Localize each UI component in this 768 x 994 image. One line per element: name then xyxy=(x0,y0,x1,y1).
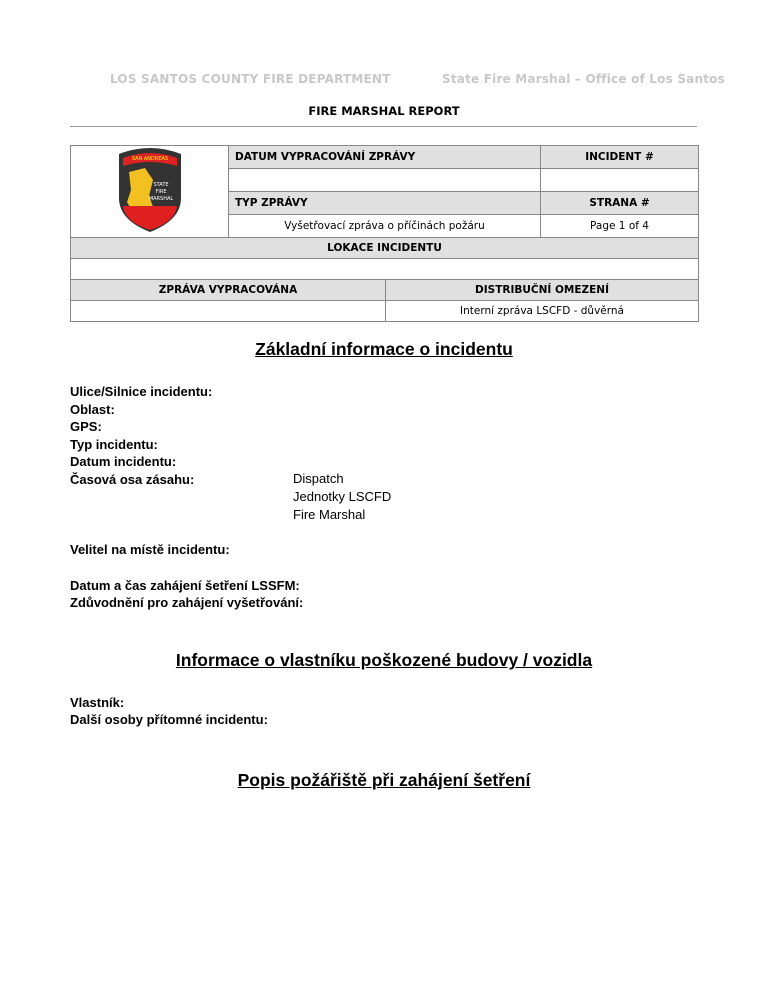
date-value[interactable] xyxy=(229,169,541,192)
location-label: LOKACE INCIDENTU xyxy=(71,238,699,259)
page-value: Page 1 of 4 xyxy=(541,215,699,238)
section-title-owner: Informace o vlastníku poškozené budovy / vozidla xyxy=(175,650,593,670)
field-incident-type: Typ incidentu: xyxy=(70,436,158,452)
prepared-value[interactable] xyxy=(71,301,386,322)
incident-value[interactable] xyxy=(541,169,699,192)
header-department: LOS SANTOS COUNTY FIRE DEPARTMENT xyxy=(110,72,391,86)
field-gps: GPS: xyxy=(70,419,102,434)
timeline-list xyxy=(293,470,391,524)
page-label: STRANA # xyxy=(541,192,699,215)
divider xyxy=(70,126,697,127)
type-label: TYP ZPRÁVY xyxy=(229,192,541,215)
report-info-table xyxy=(70,145,699,322)
field-timeline: Časová osa zásahu: xyxy=(70,471,195,487)
badge-logo-icon xyxy=(115,146,185,234)
field-owner: Vlastník: xyxy=(70,695,125,710)
timeline-item: Jednotky LSCFD xyxy=(293,489,392,504)
report-title: FIRE MARSHAL REPORT xyxy=(308,104,460,118)
distribution-value: Interní zpráva LSCFD - důvěrná xyxy=(386,301,699,322)
field-street: Ulice/Silnice incidentu: xyxy=(70,384,213,399)
field-investigation-reason: Zdůvodnění pro zahájení vyšetřování: xyxy=(70,595,304,610)
field-commander: Velitel na místě incidentu: xyxy=(70,542,230,557)
date-label: DATUM VYPRACOVÁNÍ ZPRÁVY xyxy=(229,146,541,169)
section-title-scene: Popis požářiště při zahájení šetření xyxy=(237,770,531,790)
badge-text: SAN ANDREAS xyxy=(131,156,168,162)
incident-label: INCIDENT # xyxy=(541,146,699,169)
field-area: Oblast: xyxy=(70,401,115,417)
svg-text:STATE: STATE xyxy=(152,182,169,188)
distribution-label: DISTRIBUČNÍ OMEZENÍ xyxy=(386,280,699,301)
timeline-item: Dispatch xyxy=(293,471,344,486)
fire-marshal-badge xyxy=(71,146,229,238)
field-others-present: Další osoby přítomné incidentu: xyxy=(70,712,268,727)
type-value: Vyšetřovací zpráva o příčinách požáru xyxy=(229,215,541,238)
svg-text:MARSHAL: MARSHAL xyxy=(148,196,173,202)
section-title-basic: Základní informace o incidentu xyxy=(255,339,513,359)
header-office: State Fire Marshal – Office of Los Santos xyxy=(442,72,725,86)
field-investigation-start: Datum a čas zahájení šetření LSSFM: xyxy=(70,578,300,593)
basic-fields xyxy=(70,383,212,488)
field-incident-date: Datum incidentu: xyxy=(70,454,177,469)
svg-text:FIRE: FIRE xyxy=(155,189,166,195)
prepared-label: ZPRÁVA VYPRACOVÁNA xyxy=(71,280,386,301)
timeline-item: Fire Marshal xyxy=(293,507,366,522)
location-value[interactable] xyxy=(71,259,699,280)
